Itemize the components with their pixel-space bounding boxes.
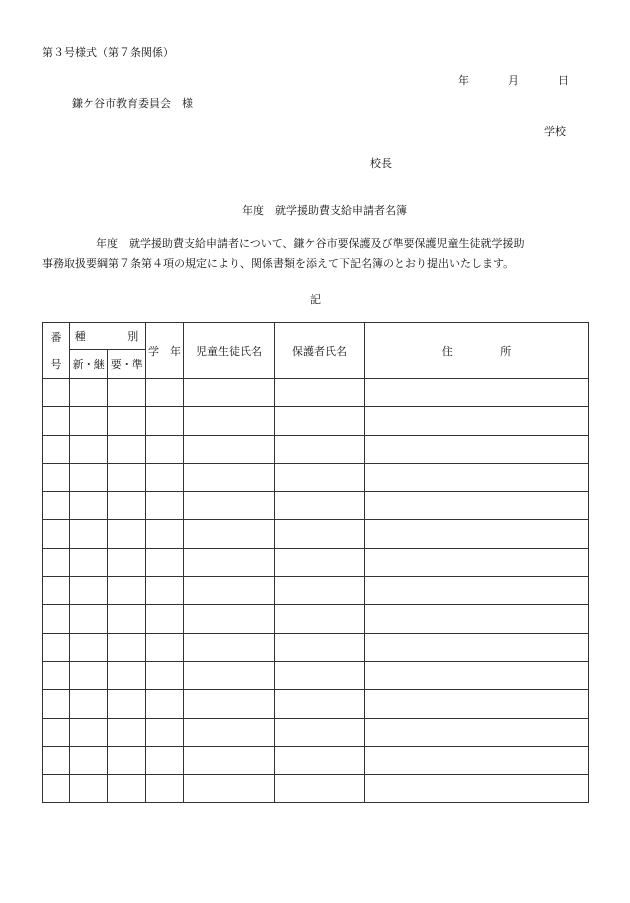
- cell-student-name[interactable]: [184, 520, 275, 548]
- cell-number[interactable]: [43, 492, 70, 520]
- school-label: 学校: [544, 125, 566, 138]
- cell-guardian-name[interactable]: [275, 548, 365, 576]
- cell-required-semi[interactable]: [108, 605, 146, 633]
- header-category: [70, 323, 146, 350]
- header-student-name: 児童生徒氏名: [184, 323, 275, 379]
- table-row: [43, 633, 589, 661]
- cell-required-semi[interactable]: [108, 407, 146, 435]
- table-row: [43, 746, 589, 774]
- cell-grade[interactable]: [146, 492, 184, 520]
- cell-grade[interactable]: [146, 746, 184, 774]
- cell-student-name[interactable]: [184, 379, 275, 407]
- cell-address[interactable]: [365, 661, 589, 689]
- cell-address[interactable]: [365, 633, 589, 661]
- cell-student-name[interactable]: [184, 746, 275, 774]
- cell-grade[interactable]: [146, 463, 184, 491]
- body-line-2: 事務取扱要綱第７条第４項の規定により、関係書類を添えて下記名簿のとおり提出いたします。: [42, 257, 515, 270]
- cell-number[interactable]: [43, 775, 70, 803]
- addressee: 鎌ケ谷市教育委員会 様: [72, 97, 193, 110]
- cell-guardian-name[interactable]: [275, 718, 365, 746]
- cell-new-continue[interactable]: [70, 661, 108, 689]
- table-row: [43, 718, 589, 746]
- form-number: 第３号様式（第７条関係）: [42, 46, 174, 59]
- table-row: [43, 548, 589, 576]
- cell-student-name[interactable]: [184, 492, 275, 520]
- cell-new-continue[interactable]: [70, 435, 108, 463]
- table-row: [43, 407, 589, 435]
- cell-new-continue[interactable]: [70, 379, 108, 407]
- table-row: [43, 463, 589, 491]
- ki-label: 記: [310, 293, 321, 306]
- cell-number[interactable]: [43, 605, 70, 633]
- header-category-right: 別: [127, 330, 141, 343]
- cell-address[interactable]: [365, 775, 589, 803]
- cell-required-semi[interactable]: [108, 548, 146, 576]
- cell-new-continue[interactable]: [70, 775, 108, 803]
- cell-grade[interactable]: [146, 548, 184, 576]
- header-number-bottom: 号: [50, 357, 62, 371]
- cell-number[interactable]: [43, 577, 70, 605]
- table-row: [43, 492, 589, 520]
- header-address-left: 住: [441, 344, 453, 358]
- document-title: 年度 就学援助費支給申請者名簿: [242, 204, 407, 217]
- cell-address[interactable]: [365, 407, 589, 435]
- cell-student-name[interactable]: [184, 463, 275, 491]
- cell-grade[interactable]: [146, 379, 184, 407]
- cell-student-name[interactable]: [184, 633, 275, 661]
- cell-number[interactable]: [43, 633, 70, 661]
- cell-number[interactable]: [43, 463, 70, 491]
- table-row: [43, 690, 589, 718]
- cell-guardian-name[interactable]: [275, 746, 365, 774]
- cell-address[interactable]: [365, 605, 589, 633]
- cell-guardian-name[interactable]: [275, 492, 365, 520]
- header-number-top: 番: [50, 330, 62, 344]
- cell-required-semi[interactable]: [108, 718, 146, 746]
- cell-student-name[interactable]: [184, 407, 275, 435]
- cell-number[interactable]: [43, 548, 70, 576]
- cell-grade[interactable]: [146, 690, 184, 718]
- cell-guardian-name[interactable]: [275, 775, 365, 803]
- cell-address[interactable]: [365, 548, 589, 576]
- cell-guardian-name[interactable]: [275, 435, 365, 463]
- cell-address[interactable]: [365, 379, 589, 407]
- cell-required-semi[interactable]: [108, 492, 146, 520]
- cell-number[interactable]: [43, 520, 70, 548]
- cell-guardian-name[interactable]: [275, 379, 365, 407]
- header-grade: 学 年: [146, 323, 184, 379]
- cell-new-continue[interactable]: [70, 463, 108, 491]
- cell-grade[interactable]: [146, 435, 184, 463]
- cell-new-continue[interactable]: [70, 407, 108, 435]
- cell-student-name[interactable]: [184, 577, 275, 605]
- table-row: [43, 379, 589, 407]
- cell-address[interactable]: [365, 718, 589, 746]
- cell-guardian-name[interactable]: [275, 577, 365, 605]
- principal-label: 校長: [370, 157, 392, 170]
- cell-new-continue[interactable]: [70, 605, 108, 633]
- table-row: [43, 520, 589, 548]
- cell-guardian-name[interactable]: [275, 661, 365, 689]
- cell-grade[interactable]: [146, 775, 184, 803]
- cell-required-semi[interactable]: [108, 661, 146, 689]
- table-row: [43, 435, 589, 463]
- cell-new-continue[interactable]: [70, 492, 108, 520]
- header-new-continue: 新・継: [70, 350, 108, 379]
- cell-guardian-name[interactable]: [275, 633, 365, 661]
- cell-required-semi[interactable]: [108, 435, 146, 463]
- table-row: [43, 605, 589, 633]
- date-year: 年: [458, 74, 469, 87]
- cell-required-semi[interactable]: [108, 520, 146, 548]
- cell-grade[interactable]: [146, 661, 184, 689]
- cell-student-name[interactable]: [184, 690, 275, 718]
- cell-guardian-name[interactable]: [275, 463, 365, 491]
- cell-grade[interactable]: [146, 520, 184, 548]
- cell-number[interactable]: [43, 718, 70, 746]
- cell-number[interactable]: [43, 746, 70, 774]
- cell-guardian-name[interactable]: [275, 605, 365, 633]
- cell-grade[interactable]: [146, 407, 184, 435]
- cell-address[interactable]: [365, 746, 589, 774]
- cell-number[interactable]: [43, 661, 70, 689]
- cell-required-semi[interactable]: [108, 775, 146, 803]
- cell-address[interactable]: [365, 520, 589, 548]
- cell-student-name[interactable]: [184, 548, 275, 576]
- cell-guardian-name[interactable]: [275, 407, 365, 435]
- cell-address[interactable]: [365, 463, 589, 491]
- cell-required-semi[interactable]: [108, 463, 146, 491]
- cell-address[interactable]: [365, 435, 589, 463]
- cell-required-semi[interactable]: [108, 690, 146, 718]
- cell-number[interactable]: [43, 435, 70, 463]
- applicant-table: [42, 322, 589, 803]
- cell-new-continue[interactable]: [70, 548, 108, 576]
- cell-number[interactable]: [43, 690, 70, 718]
- cell-new-continue[interactable]: [70, 577, 108, 605]
- cell-grade[interactable]: [146, 577, 184, 605]
- cell-address[interactable]: [365, 577, 589, 605]
- cell-guardian-name[interactable]: [275, 520, 365, 548]
- header-guardian-name: 保護者氏名: [275, 323, 365, 379]
- body-line-1: 年度 就学援助費支給申請者について、鎌ケ谷市要保護及び準要保護児童生徒就学援助: [96, 237, 525, 250]
- table-row: [43, 775, 589, 803]
- cell-grade[interactable]: [146, 605, 184, 633]
- cell-new-continue[interactable]: [70, 718, 108, 746]
- cell-required-semi[interactable]: [108, 577, 146, 605]
- header-number: [43, 323, 70, 379]
- cell-required-semi[interactable]: [108, 746, 146, 774]
- cell-guardian-name[interactable]: [275, 690, 365, 718]
- header-address-right: 所: [500, 344, 512, 358]
- cell-required-semi[interactable]: [108, 633, 146, 661]
- cell-student-name[interactable]: [184, 718, 275, 746]
- cell-new-continue[interactable]: [70, 633, 108, 661]
- cell-address[interactable]: [365, 690, 589, 718]
- header-address: [365, 323, 589, 379]
- cell-grade[interactable]: [146, 633, 184, 661]
- table-row: [43, 661, 589, 689]
- table-body: [43, 379, 589, 803]
- header-category-left: 種: [74, 330, 88, 343]
- cell-new-continue[interactable]: [70, 520, 108, 548]
- header-required-semi: 要・準: [108, 350, 146, 379]
- cell-new-continue[interactable]: [70, 690, 108, 718]
- cell-address[interactable]: [365, 492, 589, 520]
- cell-student-name[interactable]: [184, 775, 275, 803]
- cell-student-name[interactable]: [184, 661, 275, 689]
- date-month: 月: [508, 74, 519, 87]
- cell-new-continue[interactable]: [70, 746, 108, 774]
- cell-number[interactable]: [43, 407, 70, 435]
- cell-student-name[interactable]: [184, 435, 275, 463]
- cell-student-name[interactable]: [184, 605, 275, 633]
- cell-number[interactable]: [43, 379, 70, 407]
- table-row: [43, 577, 589, 605]
- cell-grade[interactable]: [146, 718, 184, 746]
- cell-required-semi[interactable]: [108, 379, 146, 407]
- date-day: 日: [558, 74, 569, 87]
